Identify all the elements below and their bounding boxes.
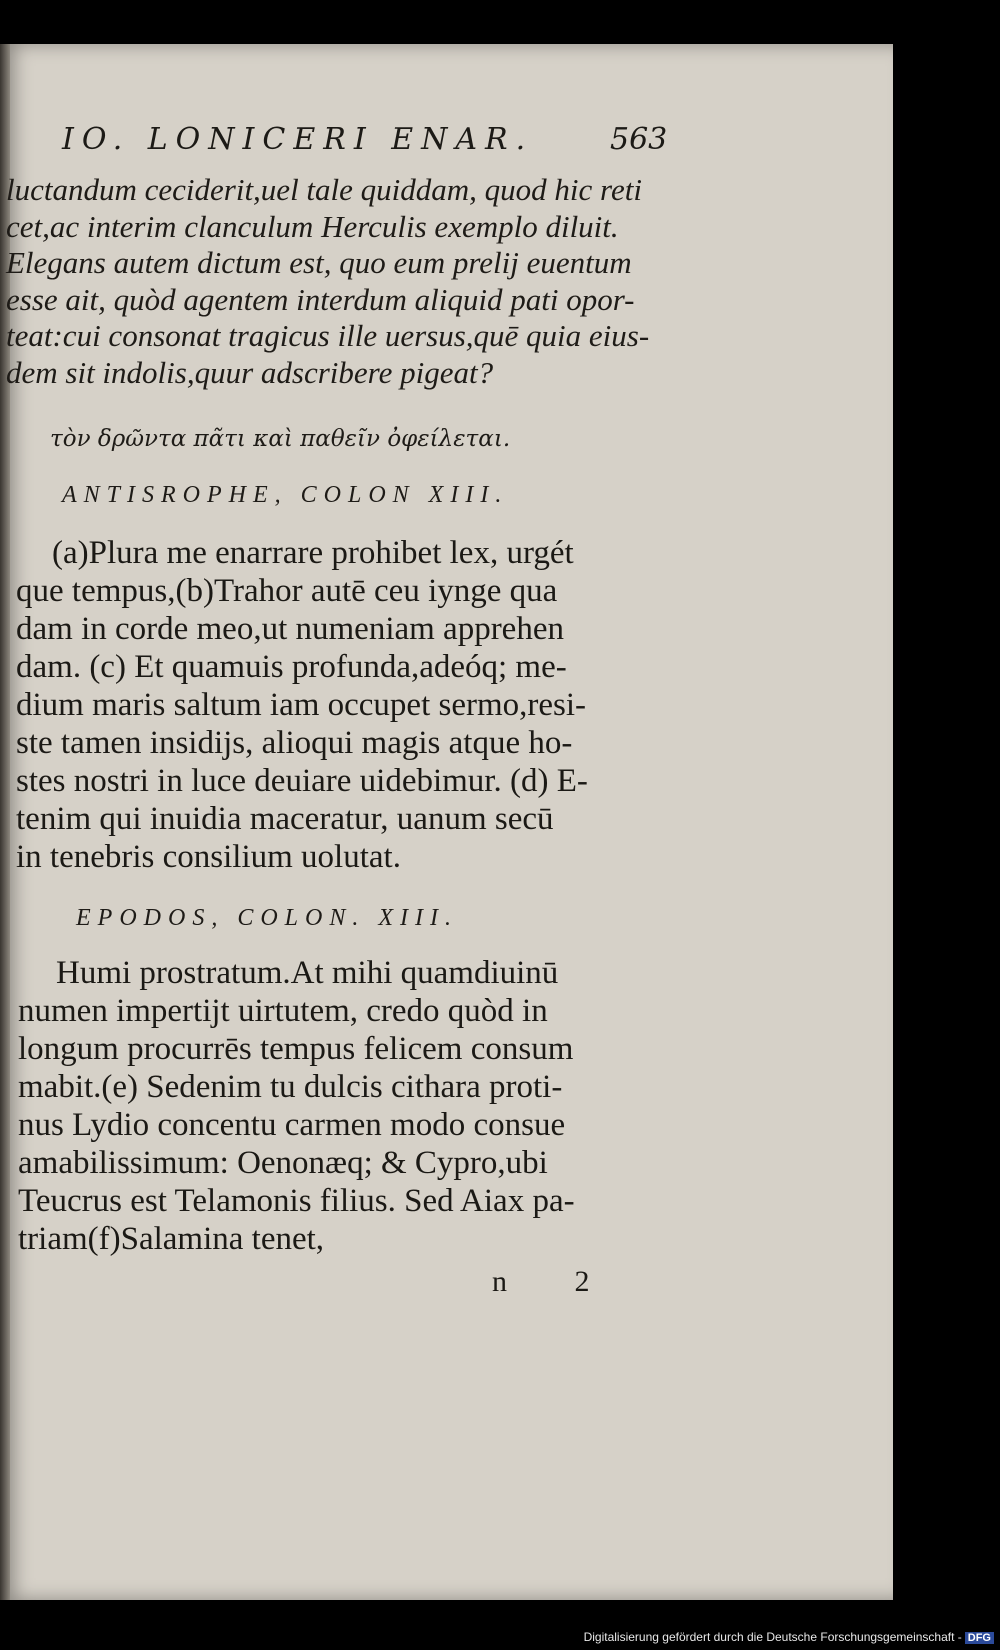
text-line: mabit.(e) Sedenim tu dulcis cithara proti- [18,1069,563,1105]
running-head [62,122,668,166]
text-line: amabilissimum: Oenonæq; & Cypro,ubi [18,1145,548,1181]
text-line: cet,ac interim clanculum Herculis exemplo diluit. [6,208,619,244]
antistrophe-paragraph [16,534,712,876]
epodos-heading: EPODOS, COLON. XIII. [76,905,458,931]
text-line: stes nostri in luce deuiare uidebimur. (d) E- [16,763,588,799]
text-line: in tenebris consilium uolutat. [16,839,401,875]
running-title: IO. LONICERI ENAR. [62,122,534,157]
text-line: dem sit indolis,quur adscribere pigeat? [6,354,494,390]
text-line: (a)Plura me enarrare prohibet lex, urgét [52,535,574,571]
text-line: esse ait, quòd agentem interdum aliquid pati opor- [6,281,635,317]
digitization-credit [584,1630,994,1644]
text-line: luctandum ceciderit,uel tale quiddam, quod hic reti [6,172,642,207]
text-line: triam(f)Salamina tenet, [18,1221,325,1257]
text-line: teat:cui consonat tragicus ille uersus,quē quia eius- [6,318,650,353]
dfg-logo: DFG [965,1632,994,1644]
credit-text: Digitalisierung gefördert durch die Deutsche Forschungsgemeinschaft - [583,1630,962,1644]
antistrophe-heading: ANTISROPHE, COLON XIII. [62,482,509,508]
epodos-paragraph [18,954,716,1258]
page-number: 563 [610,122,668,157]
text-line: nus Lydio concentu carmen modo consue [18,1107,566,1143]
text-line: que tempus,(b)Trahor autē ceu iynge qua [16,573,558,609]
greek-quotation: τὸν δρῶντα πᾶτι καὶ παθεῖν ὀφείλεται. [50,426,511,452]
text-line: ste tamen insidijs, alioqui magis atque ho- [16,725,573,761]
text-line: longum procurrēs tempus felicem consum [18,1031,574,1067]
text-line: Teucrus est Telamonis filius. Sed Aiax pa- [18,1183,575,1219]
text-line: tenim qui inuidia maceratur, uanum secū [16,801,554,837]
text-line: dam. (c) Et quamuis profunda,adeóq; me- [16,649,567,685]
text-line: Elegans autem dictum est, quo eum prelij euentum [6,245,632,280]
text-line: numen impertijt uirtutem, credo quòd in [18,993,548,1029]
signature-mark: n 2 [492,1265,620,1298]
text-line: Humi prostratum.At mihi quamdiuinū [56,955,559,991]
commentary-paragraph [6,172,666,391]
text-line: dium maris saltum iam occupet sermo,resi- [16,687,587,723]
text-line: dam in corde meo,ut numeniam apprehen [16,611,564,647]
